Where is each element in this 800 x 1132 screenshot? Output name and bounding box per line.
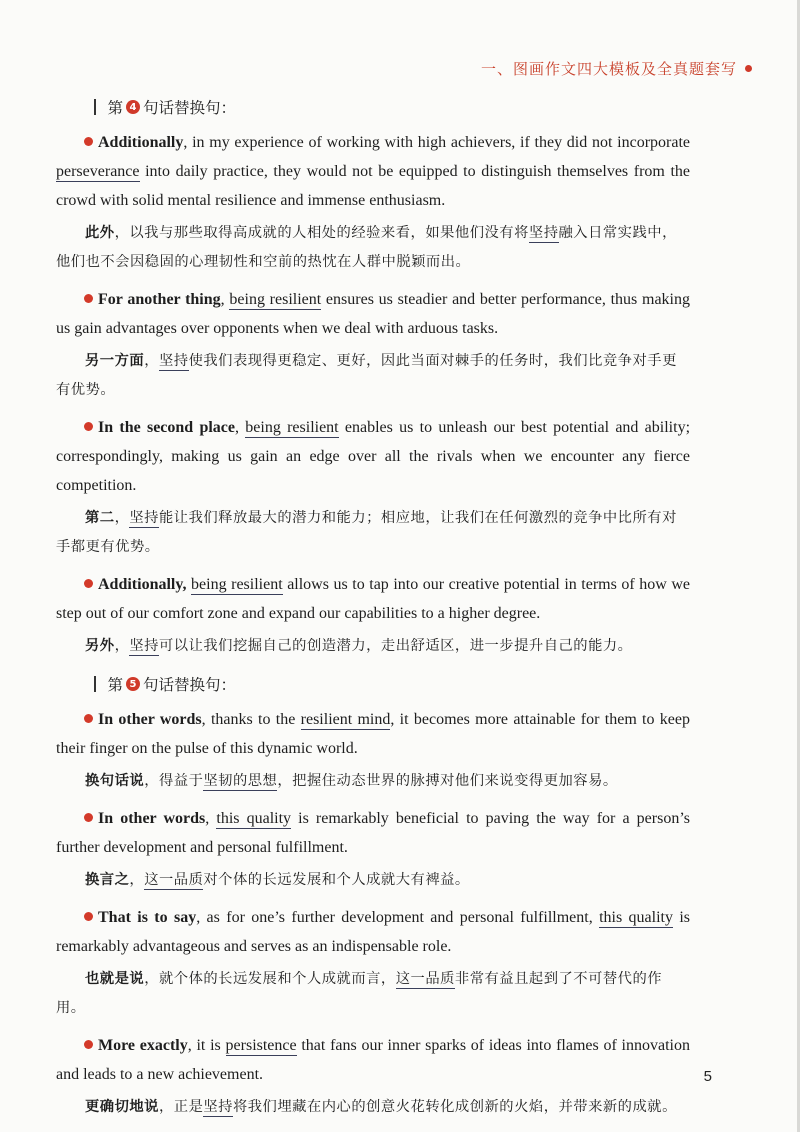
key-phrase: this quality — [599, 909, 673, 926]
english-sentence: In other words, thanks to the resilient mind, it becomes more attainable for them to keep their finger on the pulse of this dynamic world. — [56, 711, 691, 757]
chinese-translation: 换句话说，得益于坚韧的思想，把握住动态世界的脉搏对他们来说变得更加容易。 — [85, 773, 618, 789]
english-sentence: For another thing, being resilient ensures us steadier and better performance, thus making us gain advantages over opponents when we deal with arduous tasks. — [56, 291, 690, 337]
chinese-translation: 此外，以我与那些取得高成就的人相处的经验来看，如果他们没有将坚持融入日常实践中，他们也不会因稳固的心理韧性和空前的热忱在人群中脱颖而出。 — [56, 225, 677, 270]
page-content — [56, 92, 690, 1130]
bullet-dot-icon — [84, 422, 93, 431]
english-sentence: That is to say, as for one’s further development and personal fulfillment, this quality is remarkably advantageous and serves as an indispensable role. — [56, 909, 691, 955]
key-phrase: being resilient — [245, 419, 339, 436]
key-phrase: 坚持 — [129, 510, 159, 526]
header-title: 一、图画作文四大模板及全真题套写 — [480, 60, 737, 78]
bullet-dot-icon — [84, 813, 93, 822]
chinese-translation: 另外，坚持可以让我们挖掘自己的创造潜力，走出舒适区，进一步提升自己的能力。 — [85, 638, 633, 654]
english-sentence: In the second place, being resilient enables us to unleash our best potential and ability; correspondingly, making us gain an edge over all the rivals when we encounter any fierce competition. — [56, 419, 691, 494]
key-phrase: 坚韧的思想 — [203, 773, 278, 789]
english-sentence: More exactly, it is persistence that fans our inner sparks of ideas into flames of innovation and leads to a new achievement. — [56, 1037, 690, 1083]
header-dot-icon — [745, 65, 752, 72]
section-number-badge: 5 — [126, 677, 140, 691]
english-sentence: Additionally, being resilient allows us to tap into our creative potential in terms of how we step out of our comfort zone and expand our capabilities to a higher degree. — [56, 576, 690, 622]
key-phrase: perseverance — [56, 163, 140, 180]
heading-bar — [94, 676, 96, 692]
chinese-translation: 另一方面，坚持使我们表现得更稳定、更好，因此当面对棘手的任务时，我们比竞争对手更有优势。 — [56, 353, 677, 398]
key-phrase: 坚持 — [203, 1099, 233, 1115]
key-phrase: resilient mind — [300, 711, 391, 728]
key-phrase: being resilient — [191, 576, 283, 593]
heading-bar — [94, 99, 96, 115]
running-header — [481, 58, 752, 79]
chinese-translation: 第二，坚持能让我们释放最大的潜力和能力；相应地，让我们在任何激烈的竞争中比所有对手都更有优势。 — [56, 510, 677, 555]
key-phrase: persistence — [225, 1037, 297, 1054]
chinese-translation: 也就是说，就个体的长远发展和个人成就而言，这一品质非常有益且起到了不可替代的作用。 — [56, 971, 663, 1016]
section-heading: 第 4 句话替换句： — [94, 92, 690, 122]
english-sentence: In other words, this quality is remarkably beneficial to paving the way for a person’s further development and personal fulfillment. — [56, 810, 691, 856]
chinese-translation: 换言之，这一品质对个体的长远发展和个人成就大有裨益。 — [85, 872, 470, 888]
page-number: 5 — [703, 1068, 712, 1085]
english-sentence: Additionally, in my experience of working with high achievers, if they did not incorporate perseverance into daily practice, they would not be equipped to distinguish themselves from the crowd with solid mental resilience and immense enthusiasm. — [56, 134, 690, 209]
key-phrase: this quality — [216, 810, 292, 827]
section-number-badge: 4 — [126, 100, 140, 114]
section-heading: 第 5 句话替换句： — [94, 669, 690, 699]
key-phrase: being resilient — [229, 291, 322, 308]
bullet-dot-icon — [84, 912, 93, 921]
key-phrase: 这一品质 — [144, 872, 204, 888]
key-phrase: 坚持 — [528, 225, 559, 241]
key-phrase: 这一品质 — [395, 971, 455, 987]
bullet-dot-icon — [84, 714, 93, 723]
key-phrase: 坚持 — [129, 638, 159, 654]
bullet-dot-icon — [84, 137, 93, 146]
chinese-translation: 更确切地说，正是坚持将我们埋藏在内心的创意火花转化成创新的火焰，并带来新的成就。 — [85, 1099, 677, 1115]
key-phrase: 坚持 — [158, 353, 189, 369]
bullet-dot-icon — [84, 294, 93, 303]
bullet-dot-icon — [84, 579, 93, 588]
bullet-dot-icon — [84, 1040, 93, 1049]
